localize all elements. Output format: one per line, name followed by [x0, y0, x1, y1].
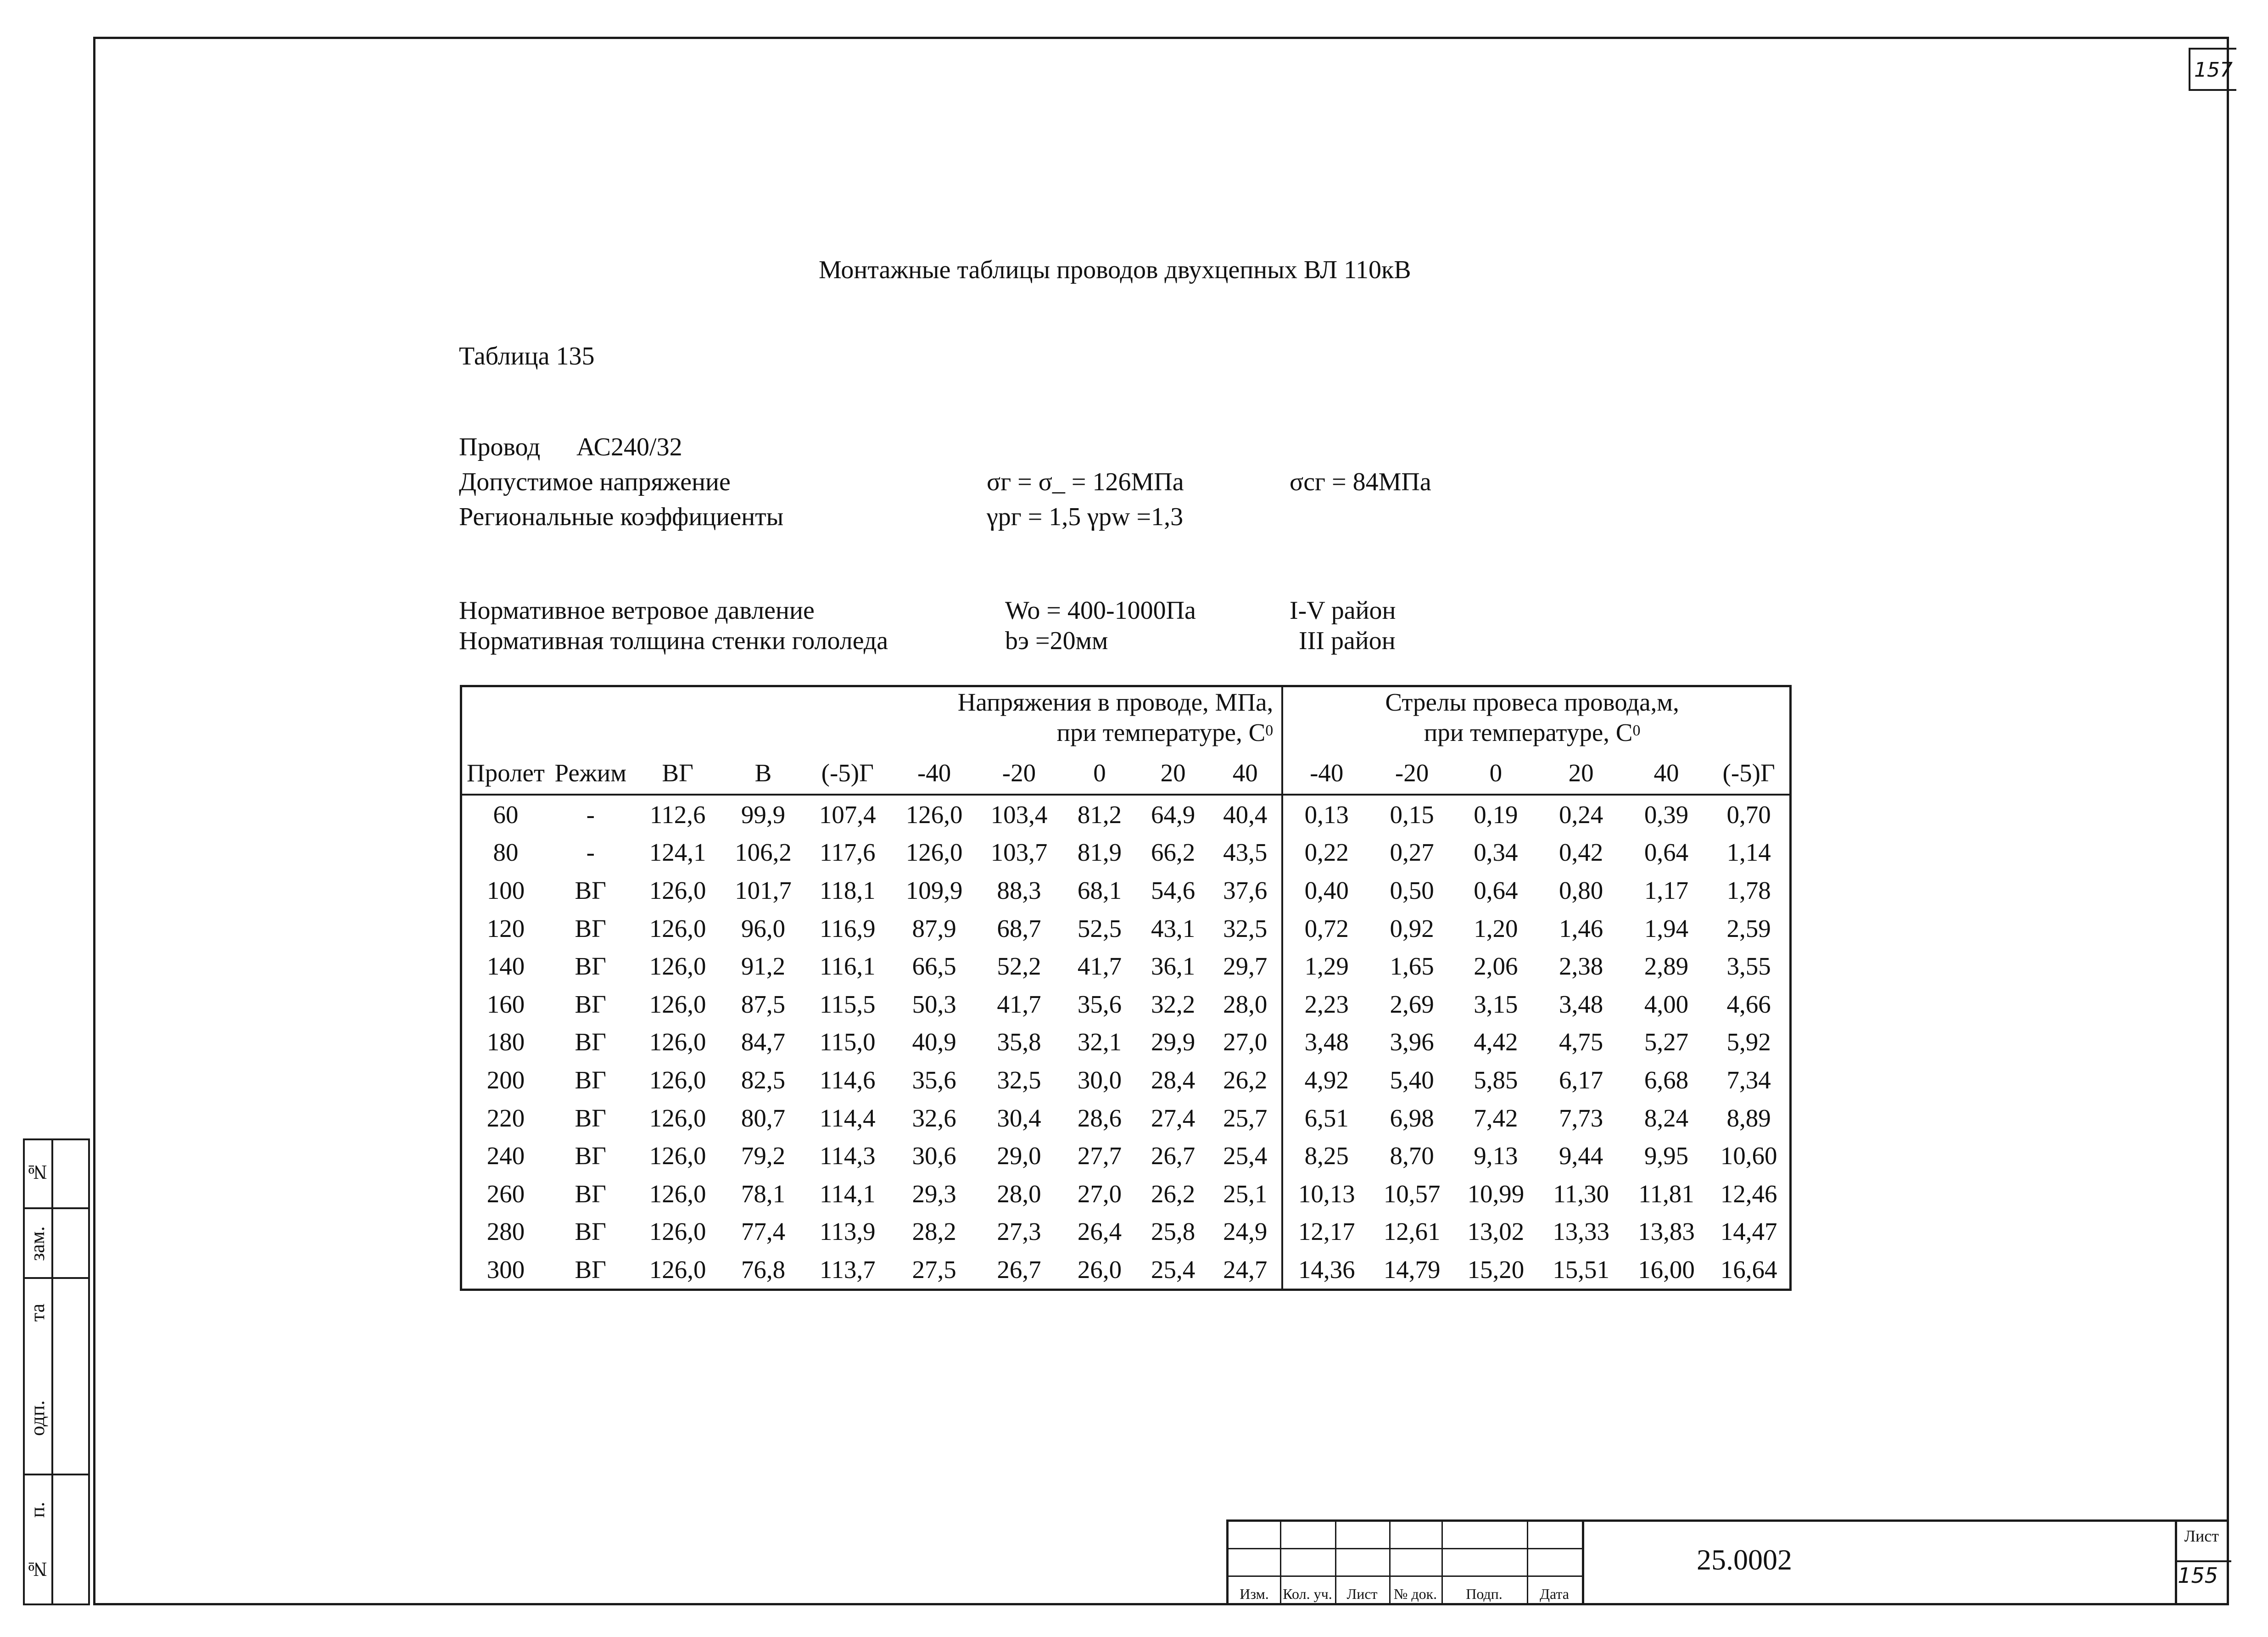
table-cell: 126,0	[905, 838, 963, 867]
tb-col-line	[1582, 1522, 1584, 1605]
table-cell: 88,3	[997, 876, 1041, 904]
table-cell: 114,6	[819, 1065, 876, 1094]
table-row	[462, 947, 1789, 985]
table-cell: 114,1	[819, 1179, 876, 1208]
table-cell: 32,2	[1151, 990, 1195, 1018]
table-cell: 0,34	[1474, 838, 1518, 867]
table-cell: 0,80	[1559, 876, 1603, 904]
table-cell: 120	[486, 914, 525, 942]
table-cell: 29,3	[912, 1179, 956, 1208]
table-cell: 27,0	[1209, 1023, 1282, 1061]
column-header: Режим	[549, 751, 632, 795]
table-cell: 4,66	[1726, 990, 1771, 1018]
column-header: 20	[1137, 751, 1209, 795]
table-cell: 107,4	[819, 800, 876, 829]
table-cell: 117,6	[819, 838, 876, 867]
table-body	[462, 795, 1789, 1289]
tb-label-kol-uch: Кол. уч.	[1283, 1586, 1332, 1602]
table-cell: 0,70	[1726, 800, 1771, 829]
table-cell: 66,2	[1151, 838, 1195, 867]
table-cell: 3,48	[1559, 990, 1603, 1018]
table-cell: 1,29	[1304, 952, 1349, 981]
table-cell: ВГ	[575, 914, 606, 942]
table-cell: 3,48	[1304, 1028, 1349, 1056]
table-cell: 126,0	[649, 914, 706, 942]
table-cell: 3,96	[1390, 1028, 1434, 1056]
table-cell: 80,7	[741, 1104, 786, 1132]
table-cell: 115,0	[819, 1028, 876, 1056]
table-cell: 6,17	[1559, 1065, 1603, 1094]
table-cell: 0,42	[1559, 838, 1603, 867]
table-cell: 112,6	[649, 800, 706, 829]
stress-extra: σсг = 84МПа	[1290, 468, 1431, 496]
table-cell: 7,42	[1474, 1104, 1518, 1132]
table-cell: 126,0	[649, 1065, 706, 1094]
table-cell: 1,65	[1390, 952, 1434, 981]
tb-row-line	[1229, 1575, 1583, 1577]
column-header: Пролет	[462, 751, 549, 795]
sag-group-line2: при температуре, С	[1424, 718, 1633, 746]
table-cell: 25,1	[1209, 1175, 1282, 1213]
stress-group-line1: Напряжения в проводе, МПа,	[957, 688, 1274, 716]
table-cell: 11,81	[1638, 1179, 1694, 1208]
tb-label-data: Дата	[1540, 1586, 1569, 1602]
corner-sheet-number: 157	[2189, 48, 2236, 91]
table-cell: 0,13	[1304, 800, 1349, 829]
table-row	[462, 1250, 1789, 1289]
table-cell: 14,47	[1720, 1217, 1777, 1246]
table-cell: 0,27	[1390, 838, 1434, 867]
sheet-number: 155	[2178, 1563, 2218, 1588]
column-header: -40	[892, 751, 976, 795]
stress-label: Допустимое напряжение	[459, 468, 731, 496]
table-cell: 10,13	[1298, 1179, 1355, 1208]
table-cell: 50,3	[912, 990, 956, 1018]
table-cell: ВГ	[575, 952, 606, 981]
table-cell: 30,6	[912, 1142, 956, 1170]
column-header: -20	[1370, 751, 1454, 795]
table-cell: 1,14	[1726, 838, 1771, 867]
table-cell: 35,6	[1077, 990, 1122, 1018]
table-cell: 84,7	[741, 1028, 786, 1056]
table-cell: 66,5	[912, 952, 956, 981]
table-cell: 4,00	[1644, 990, 1689, 1018]
table-cell: 27,5	[912, 1255, 956, 1284]
table-cell: 87,5	[741, 990, 786, 1018]
table-cell: 81,9	[1077, 838, 1122, 867]
coef-label: Региональные коэффициенты	[459, 503, 784, 531]
table-cell: 54,6	[1151, 876, 1195, 904]
table-cell: 35,6	[912, 1065, 956, 1094]
table-cell: 29,7	[1209, 947, 1282, 985]
table-cell: 3,15	[1474, 990, 1518, 1018]
wire-label: Провод	[459, 433, 541, 461]
table-cell: 103,7	[990, 838, 1048, 867]
table-cell: 126,0	[649, 990, 706, 1018]
column-header: 0	[1062, 751, 1137, 795]
column-header: 0	[1454, 751, 1538, 795]
column-header: -20	[976, 751, 1062, 795]
table-cell: 0,64	[1644, 838, 1689, 867]
table-cell: 28,0	[1209, 985, 1282, 1023]
table-cell: 1,17	[1644, 876, 1689, 904]
table-cell: 116,9	[819, 914, 876, 942]
table-cell: ВГ	[575, 1255, 606, 1284]
table-cell: 3,55	[1726, 952, 1771, 981]
table-cell: 140	[486, 952, 525, 981]
wind-region: I-V район	[1290, 596, 1396, 625]
table-cell: 200	[486, 1065, 525, 1094]
column-header: 40	[1625, 751, 1709, 795]
degree-sup: 0	[1632, 722, 1641, 739]
tb-sheet-line	[2175, 1560, 2231, 1562]
document-title: Монтажные таблицы проводов двухцепных ВЛ 110кВ	[819, 256, 1411, 284]
table-cell: 260	[486, 1179, 525, 1208]
table-cell: 0,72	[1304, 914, 1349, 942]
tb-label-podp: Подп.	[1466, 1586, 1503, 1602]
table-cell: 7,34	[1726, 1065, 1771, 1094]
table-cell: 106,2	[735, 838, 792, 867]
table-cell: 26,7	[997, 1255, 1041, 1284]
table-cell: 16,00	[1638, 1255, 1695, 1284]
table-cell: 87,9	[912, 914, 956, 942]
table-cell: 12,46	[1720, 1179, 1777, 1208]
table-cell: 0,24	[1559, 800, 1603, 829]
table-cell: 43,1	[1151, 914, 1195, 942]
side-label-no: №	[26, 1161, 49, 1184]
table-cell: 26,4	[1077, 1217, 1122, 1246]
table-cell: 24,7	[1209, 1250, 1282, 1289]
table-cell: 2,38	[1559, 952, 1603, 981]
table-cell: 52,5	[1077, 914, 1122, 942]
table-cell: 126,0	[905, 800, 963, 829]
table-cell: 68,1	[1077, 876, 1122, 904]
table-cell: 29,9	[1151, 1028, 1195, 1056]
table-cell: 28,4	[1151, 1065, 1195, 1094]
table-cell: 115,5	[819, 990, 876, 1018]
table-cell: 8,89	[1726, 1104, 1771, 1132]
table-cell: 27,0	[1077, 1179, 1122, 1208]
table-cell: 114,4	[819, 1104, 876, 1132]
table-cell: 32,1	[1077, 1028, 1122, 1056]
table-cell: 113,9	[819, 1217, 876, 1246]
table-cell: 52,2	[997, 952, 1041, 981]
stress-group-header	[462, 687, 1282, 751]
table-cell: ВГ	[575, 1142, 606, 1170]
table-cell: 40,4	[1209, 795, 1282, 834]
table-cell: -	[586, 838, 595, 867]
table-cell: 77,4	[741, 1217, 786, 1246]
table-cell: 26,0	[1077, 1255, 1122, 1284]
table-cell: 27,7	[1077, 1142, 1122, 1170]
table-cell: 126,0	[649, 1255, 706, 1284]
column-header: В	[724, 751, 803, 795]
tb-label-list: Лист	[1346, 1586, 1378, 1602]
side-label-p: п.	[26, 1502, 49, 1518]
table-cell: ВГ	[575, 876, 606, 904]
table-cell: 99,9	[741, 800, 786, 829]
table-cell: 12,61	[1383, 1217, 1441, 1246]
table-row	[462, 1213, 1789, 1251]
wind-label: Нормативное ветровое давление	[459, 596, 815, 625]
table-row	[462, 1023, 1789, 1061]
table-cell: 41,7	[997, 990, 1041, 1018]
column-header: ВГ	[632, 751, 724, 795]
table-cell: 2,69	[1390, 990, 1434, 1018]
tb-col-line	[2175, 1522, 2177, 1605]
table-cell: 6,51	[1304, 1104, 1349, 1132]
side-label-podp: одп.	[26, 1400, 49, 1436]
table-cell: 0,50	[1390, 876, 1434, 904]
table-cell: 91,2	[741, 952, 786, 981]
table-cell: 2,23	[1304, 990, 1349, 1018]
table-cell: 2,89	[1644, 952, 1689, 981]
table-cell: 9,95	[1644, 1142, 1689, 1170]
table-cell: 118,1	[819, 876, 876, 904]
document-number: 25.0002	[1697, 1543, 1792, 1576]
table-cell: 12,17	[1298, 1217, 1355, 1246]
table-cell: 1,20	[1474, 914, 1518, 942]
table-cell: 78,1	[741, 1179, 786, 1208]
table-cell: 116,1	[819, 952, 876, 981]
table-cell: 41,7	[1077, 952, 1122, 981]
table-cell: 60	[493, 800, 519, 829]
table-cell: 300	[486, 1255, 525, 1284]
column-header: 20	[1538, 751, 1625, 795]
column-header: 40	[1209, 751, 1282, 795]
table-cell: 79,2	[741, 1142, 786, 1170]
table-cell: 126,0	[649, 1179, 706, 1208]
wire-value: АС240/32	[576, 433, 682, 461]
degree-sup: 0	[1265, 722, 1274, 739]
tb-label-izm: Изм.	[1240, 1586, 1269, 1602]
table-cell: 101,7	[735, 876, 792, 904]
table-row	[462, 1061, 1789, 1099]
table-cell: 32,5	[1209, 909, 1282, 947]
table-cell: 13,02	[1467, 1217, 1525, 1246]
table-cell: 32,6	[912, 1104, 956, 1132]
table-cell: 29,0	[997, 1142, 1041, 1170]
table-cell: 26,7	[1151, 1142, 1195, 1170]
table-cell: 8,25	[1304, 1142, 1349, 1170]
table-cell: ВГ	[575, 1217, 606, 1246]
stress-group-line2: при температуре, С	[1056, 718, 1266, 746]
column-header-row	[462, 751, 1789, 795]
table-cell: 5,27	[1644, 1028, 1689, 1056]
sag-group-header	[1282, 687, 1789, 751]
table-cell: 14,79	[1383, 1255, 1441, 1284]
table-cell: 27,4	[1151, 1104, 1195, 1132]
installation-table	[460, 685, 1792, 1291]
table-cell: 126,0	[649, 952, 706, 981]
table-cell: 2,06	[1474, 952, 1518, 981]
table-cell: 25,4	[1209, 1137, 1282, 1175]
table-cell: 4,75	[1559, 1028, 1603, 1056]
table-cell: 28,6	[1077, 1104, 1122, 1132]
table-cell: 1,46	[1559, 914, 1603, 942]
table-cell: 15,20	[1467, 1255, 1525, 1284]
sag-group-line1: Стрелы провеса провода,м,	[1385, 688, 1679, 716]
side-label-no-2: №	[26, 1558, 49, 1581]
sheet-label: Лист	[2184, 1527, 2219, 1545]
table-cell: 114,3	[819, 1142, 876, 1170]
table-cell: 36,1	[1151, 952, 1195, 981]
column-header: (-5)Г	[1708, 751, 1789, 795]
table-cell: 68,7	[997, 914, 1041, 942]
table-cell: 96,0	[741, 914, 786, 942]
table-row	[462, 1175, 1789, 1213]
table-cell: 10,99	[1467, 1179, 1525, 1208]
table-cell: 8,24	[1644, 1104, 1689, 1132]
table-cell: 6,68	[1644, 1065, 1689, 1094]
table-row	[462, 985, 1789, 1023]
table-cell: 0,22	[1304, 838, 1349, 867]
table-cell: 14,36	[1298, 1255, 1355, 1284]
table-cell: 32,5	[997, 1065, 1041, 1094]
table-cell: 126,0	[649, 1028, 706, 1056]
table-cell: 7,73	[1559, 1104, 1603, 1132]
stress-value: σг = σ_ = 126МПа	[987, 468, 1184, 496]
table-cell: 1,94	[1644, 914, 1689, 942]
table-cell: 126,0	[649, 1104, 706, 1132]
table-cell: 9,13	[1474, 1142, 1518, 1170]
table-cell: 0,40	[1304, 876, 1349, 904]
table-cell: 220	[486, 1104, 525, 1132]
table-cell: ВГ	[575, 990, 606, 1018]
table-cell: 26,2	[1209, 1061, 1282, 1099]
table-cell: 0,39	[1644, 800, 1689, 829]
side-stamp-strip	[23, 1138, 90, 1605]
table-cell: 13,33	[1553, 1217, 1609, 1246]
table-cell: 30,0	[1077, 1065, 1122, 1094]
table-cell: 0,19	[1474, 800, 1518, 829]
side-label-ta: та	[26, 1303, 49, 1322]
table-cell: 25,8	[1151, 1217, 1195, 1246]
table-cell: 81,2	[1077, 800, 1122, 829]
table-cell: ВГ	[575, 1104, 606, 1132]
table-cell: 28,0	[997, 1179, 1041, 1208]
table-row	[462, 834, 1789, 872]
table-cell: 5,85	[1474, 1065, 1518, 1094]
table-cell: 25,7	[1209, 1099, 1282, 1137]
column-header: -40	[1282, 751, 1370, 795]
table-cell: 13,83	[1638, 1217, 1695, 1246]
table-cell: 30,4	[997, 1104, 1041, 1132]
table-row	[462, 1099, 1789, 1137]
table-cell: ВГ	[575, 1028, 606, 1056]
table-cell: 28,2	[912, 1217, 956, 1246]
table-cell: 4,92	[1304, 1065, 1349, 1094]
table-cell: 11,30	[1553, 1179, 1609, 1208]
table-cell: -	[586, 800, 595, 829]
ice-region: III район	[1299, 627, 1396, 655]
table-cell: 40,9	[912, 1028, 956, 1056]
table-cell: 0,92	[1390, 914, 1434, 942]
table-cell: 15,51	[1553, 1255, 1609, 1284]
table-label: Таблица 135	[459, 342, 595, 370]
table-cell: 180	[486, 1028, 525, 1056]
table-cell: 5,92	[1726, 1028, 1771, 1056]
table-row	[462, 795, 1789, 834]
table-cell: 109,9	[905, 876, 963, 904]
table-row	[462, 1137, 1789, 1175]
table-cell: 0,15	[1390, 800, 1434, 829]
table-cell: 37,6	[1209, 871, 1282, 909]
table-cell: 27,3	[997, 1217, 1041, 1246]
table-cell: 24,9	[1209, 1213, 1282, 1251]
table-cell: 8,70	[1390, 1142, 1434, 1170]
table-cell: 10,57	[1383, 1179, 1441, 1208]
table-cell: 25,4	[1151, 1255, 1195, 1284]
table-cell: 280	[486, 1217, 525, 1246]
table-cell: 126,0	[649, 1142, 706, 1170]
coef-value: γрг = 1,5 γрw =1,3	[987, 503, 1184, 531]
table-cell: 113,7	[819, 1255, 876, 1284]
tb-label-no-dok: № док.	[1393, 1586, 1437, 1602]
table-cell: 0,64	[1474, 876, 1518, 904]
tb-row-line	[1229, 1548, 1583, 1549]
table-cell: 126,0	[649, 876, 706, 904]
table-cell: 2,59	[1726, 914, 1771, 942]
table-cell: 126,0	[649, 1217, 706, 1246]
table-cell: 160	[486, 990, 525, 1018]
ice-value: bэ =20мм	[1005, 627, 1108, 655]
table-cell: 76,8	[741, 1255, 786, 1284]
column-header: (-5)Г	[803, 751, 892, 795]
table-cell: 80	[493, 838, 519, 867]
table-cell: 82,5	[741, 1065, 786, 1094]
table-cell: 124,1	[649, 838, 706, 867]
table-row	[462, 909, 1789, 947]
table-cell: ВГ	[575, 1179, 606, 1208]
title-block	[1226, 1519, 2229, 1605]
wind-value: Wo = 400-1000Па	[1005, 596, 1196, 625]
table-cell: 6,98	[1390, 1104, 1434, 1132]
table-cell: 64,9	[1151, 800, 1195, 829]
table-cell: 5,40	[1390, 1065, 1434, 1094]
table-cell: 103,4	[990, 800, 1048, 829]
table-cell: 35,8	[997, 1028, 1041, 1056]
table-cell: 26,2	[1151, 1179, 1195, 1208]
side-label-zam: зам.	[26, 1226, 49, 1261]
table-cell: 4,42	[1474, 1028, 1518, 1056]
ice-label: Нормативная толщина стенки гололеда	[459, 627, 888, 655]
table-cell: 240	[486, 1142, 525, 1170]
table-row	[462, 871, 1789, 909]
table-cell: 43,5	[1209, 834, 1282, 872]
table-cell: 1,78	[1726, 876, 1771, 904]
table-cell: 16,64	[1720, 1255, 1777, 1284]
table-cell: 10,60	[1720, 1142, 1777, 1170]
table-cell: 100	[486, 876, 525, 904]
table-cell: 9,44	[1559, 1142, 1603, 1170]
table-cell: ВГ	[575, 1065, 606, 1094]
